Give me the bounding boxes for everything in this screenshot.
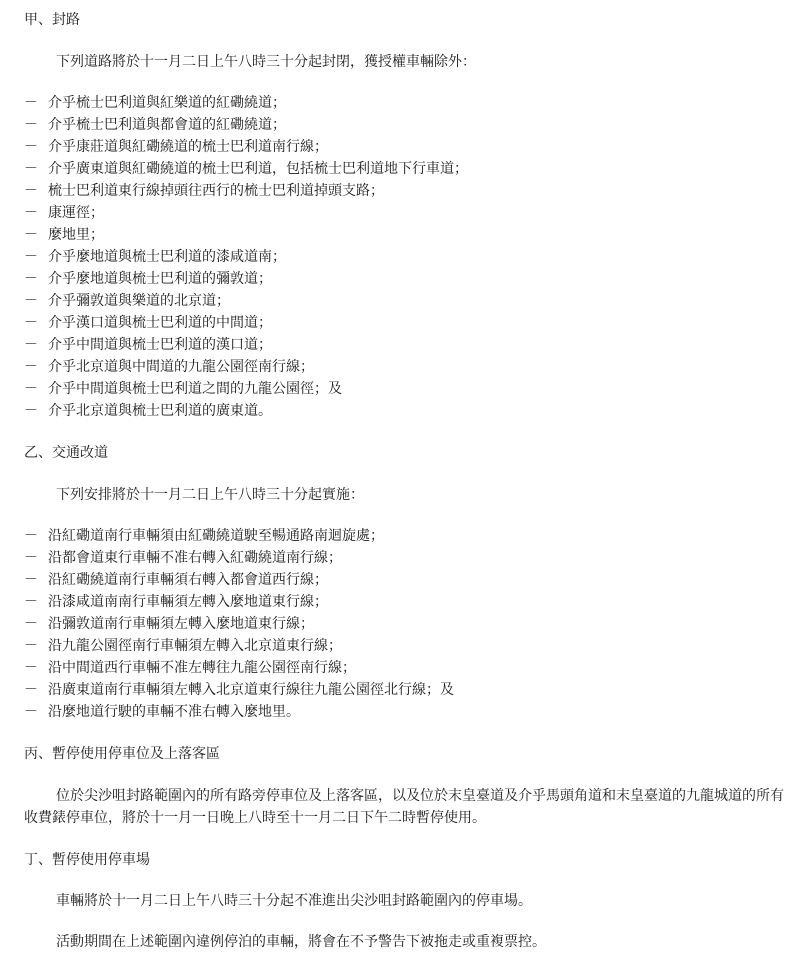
list-item [24, 569, 794, 591]
list-item [24, 525, 794, 547]
dash-bullet: － [24, 594, 38, 610]
dash-bullet: － [24, 660, 38, 676]
section-b-traffic-diversion-list [24, 525, 794, 723]
list-item-text: 介乎中間道與梳士巴利道之間的九龍公園徑；及 [48, 381, 342, 397]
list-item-text: 沿廣東道南行車輛須左轉入北京道東行線往九龍公園徑北行線；及 [48, 682, 454, 698]
dash-bullet: － [24, 550, 38, 566]
dash-bullet: － [24, 704, 38, 720]
list-item [24, 679, 794, 701]
list-item [24, 635, 794, 657]
list-item [24, 268, 794, 290]
dash-bullet: － [24, 381, 38, 397]
list-item-text: 麼地里； [48, 227, 104, 243]
dash-bullet: － [24, 359, 38, 375]
section-a-heading: 甲、封路 [24, 12, 80, 28]
list-item [24, 701, 794, 723]
list-item [24, 591, 794, 613]
list-item [24, 400, 794, 422]
section-b-intro: 下列安排將於十一月二日上午八時三十分起實施： [56, 487, 364, 503]
dash-bullet: － [24, 528, 38, 544]
list-item [24, 312, 794, 334]
list-item [24, 657, 794, 679]
dash-bullet: － [24, 95, 38, 111]
dash-bullet: － [24, 315, 38, 331]
list-item-text: 梳士巴利道東行線掉頭往西行的梳士巴利道掉頭支路； [48, 183, 384, 199]
list-item-text: 沿都會道東行車輛不准右轉入紅磡繞道南行線； [48, 550, 342, 566]
section-c-heading: 丙、暫停使用停車位及上落客區 [24, 746, 220, 762]
list-item-text: 介乎漢口道與梳士巴利道的中間道； [48, 315, 272, 331]
list-item [24, 334, 794, 356]
dash-bullet: － [24, 403, 38, 419]
list-item-text: 沿漆咸道南南行車輛須左轉入麼地道東行線； [48, 594, 328, 610]
dash-bullet: － [24, 572, 38, 588]
list-item-text: 沿紅磡繞道南行車輛須右轉入都會道西行線； [48, 572, 328, 588]
list-item-text: 沿彌敦道南行車輛須左轉入麼地道東行線； [48, 616, 314, 632]
dash-bullet: － [24, 682, 38, 698]
list-item-text: 介乎北京道與中間道的九龍公園徑南行線； [48, 359, 314, 375]
list-item [24, 246, 794, 268]
list-item [24, 224, 794, 246]
dash-bullet: － [24, 139, 38, 155]
dash-bullet: － [24, 638, 38, 654]
list-item [24, 290, 794, 312]
list-item-text: 介乎中間道與梳士巴利道的漢口道； [48, 337, 272, 353]
list-item-text: 介乎梳士巴利道與都會道的紅磡繞道； [48, 117, 286, 133]
list-item-text: 介乎北京道與梳士巴利道的廣東道。 [48, 403, 272, 419]
section-d-paragraph-2: 活動期間在上述範圍內違例停泊的車輛，將會在不予警告下被拖走或重複票控。 [56, 934, 546, 950]
list-item-text: 沿麼地道行駛的車輛不准右轉入麼地里。 [48, 704, 300, 720]
list-item [24, 180, 794, 202]
list-item [24, 202, 794, 224]
dash-bullet: － [24, 161, 38, 177]
dash-bullet: － [24, 616, 38, 632]
list-item [24, 136, 794, 158]
section-d-heading: 丁、暫停使用停車場 [24, 852, 150, 868]
list-item-text: 沿中間道西行車輛不准左轉往九龍公園徑南行線； [48, 660, 356, 676]
list-item [24, 114, 794, 136]
list-item-text: 介乎康莊道與紅磡繞道的梳士巴利道南行線； [48, 139, 328, 155]
section-c-paragraph: 位於尖沙咀封路範圍內的所有路旁停車位及上落客區，以及位於末皇臺道及介乎馬頭角道和末皇臺道的九龍城道的所有收費錶停車位，將於十一月一日晚上八時至十一月二日下午二時暫停使用。 [24, 788, 784, 826]
list-item-text: 沿紅磡道南行車輛須由紅磡繞道駛至暢通路南迴旋處； [48, 528, 384, 544]
list-item [24, 356, 794, 378]
list-item [24, 378, 794, 400]
list-item-text: 介乎麼地道與梳士巴利道的彌敦道； [48, 271, 272, 287]
section-b-heading: 乙、交通改道 [24, 445, 108, 461]
list-item [24, 92, 794, 114]
list-item [24, 547, 794, 569]
notice-document [24, 0, 794, 953]
list-item-text: 沿九龍公園徑南行車輛須左轉入北京道東行線； [48, 638, 342, 654]
section-d-paragraph-1: 車輛將於十一月二日上午八時三十分起不准進出尖沙咀封路範圍內的停車場。 [56, 893, 532, 909]
section-a-road-closure-list [24, 92, 794, 422]
list-item-text: 介乎麼地道與梳士巴利道的漆咸道南； [48, 249, 286, 265]
list-item-text: 介乎梳士巴利道與紅樂道的紅磡繞道； [48, 95, 286, 111]
dash-bullet: － [24, 337, 38, 353]
dash-bullet: － [24, 271, 38, 287]
dash-bullet: － [24, 293, 38, 309]
list-item-text: 介乎廣東道與紅磡繞道的梳士巴利道，包括梳士巴利道地下行車道； [48, 161, 468, 177]
section-a-intro: 下列道路將於十一月二日上午八時三十分起封閉，獲授權車輛除外： [56, 54, 476, 70]
dash-bullet: － [24, 117, 38, 133]
list-item [24, 613, 794, 635]
dash-bullet: － [24, 249, 38, 265]
list-item-text: 康運徑； [48, 205, 104, 221]
dash-bullet: － [24, 205, 38, 221]
list-item [24, 158, 794, 180]
dash-bullet: － [24, 227, 38, 243]
list-item-text: 介乎彌敦道與樂道的北京道； [48, 293, 230, 309]
dash-bullet: － [24, 183, 38, 199]
